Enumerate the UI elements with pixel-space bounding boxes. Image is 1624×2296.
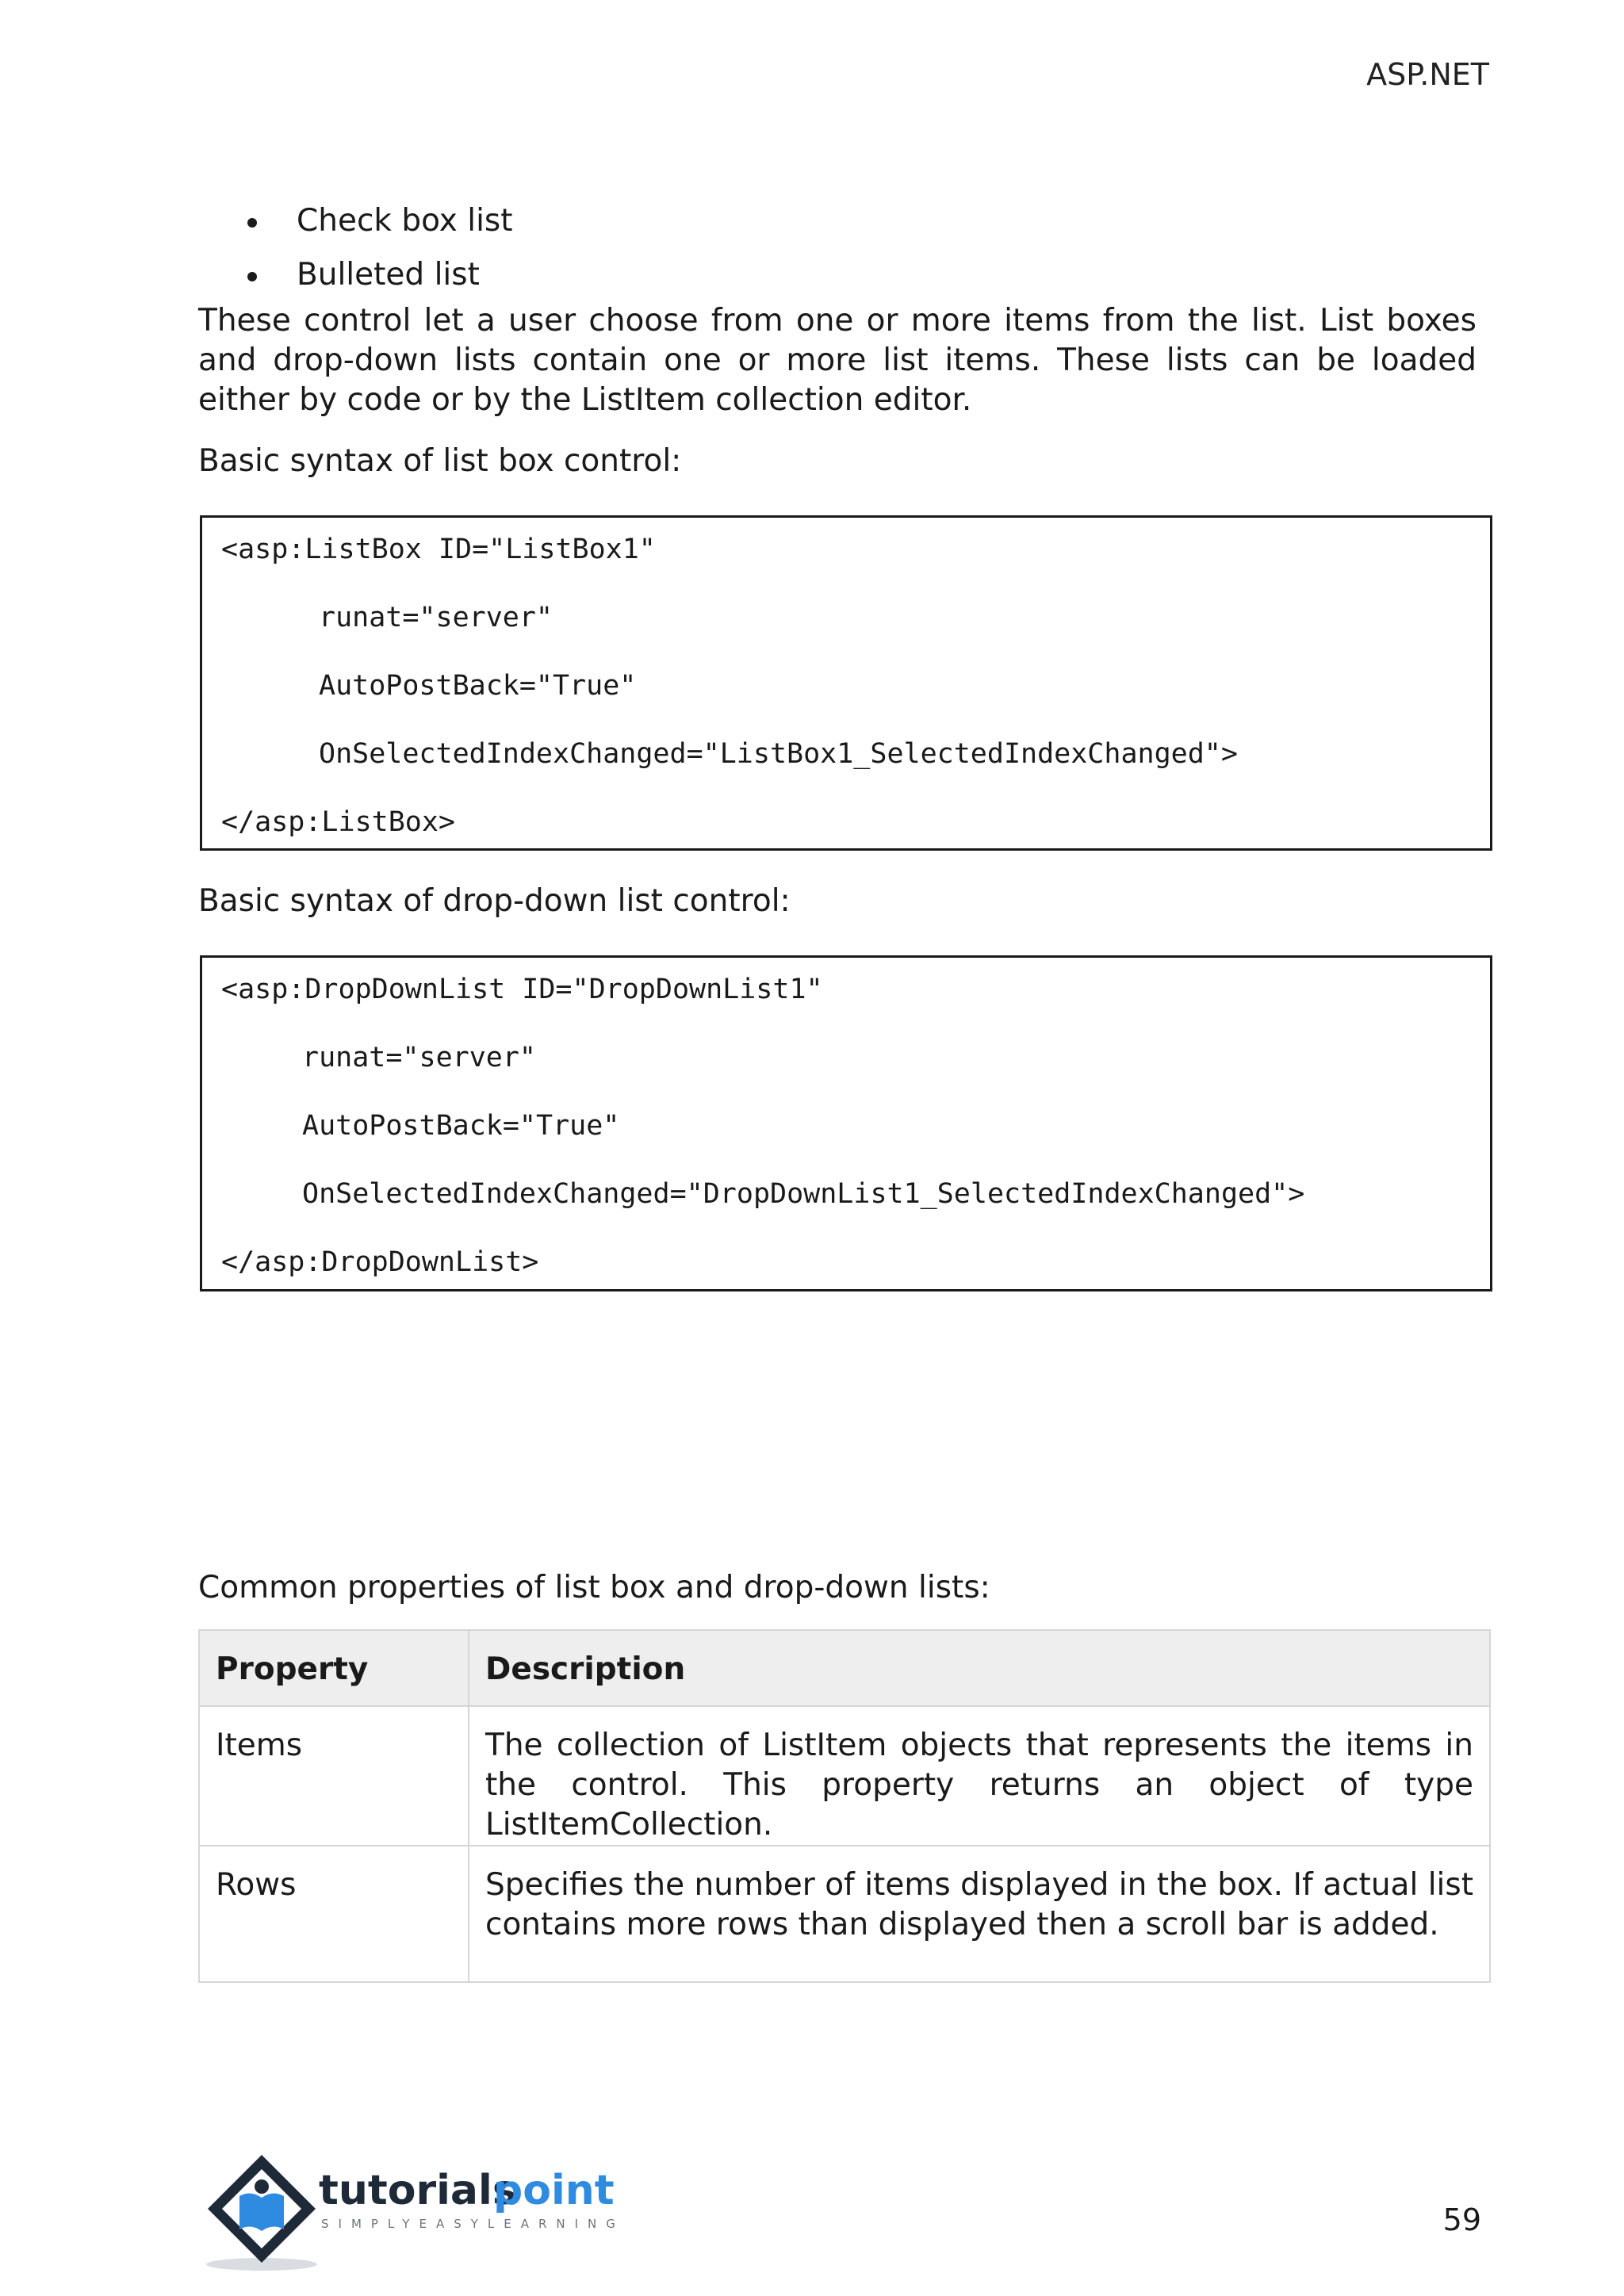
description-cell: Specifies the number of items displayed in the box. If actual list contains more rows than displayed then a scroll bar is added. [469, 1846, 1490, 1982]
code-line: runat="server" [319, 602, 553, 633]
logo-tagline: SIMPLYEASYLEARNING [321, 2217, 625, 2231]
code-line: OnSelectedIndexChanged="DropDownList1_SelectedIndexChanged"> [302, 1178, 1305, 1210]
table-header-row [199, 1630, 1490, 1706]
properties-table [198, 1629, 1491, 1983]
running-header: ASP.NET [1366, 57, 1489, 92]
code-line: </asp:DropDownList> [221, 1246, 539, 1278]
logo-text-point: point [493, 2167, 615, 2214]
code-line: runat="server" [302, 1042, 537, 1073]
description-cell: The collection of ListItem objects that represents the items in the control. This property returns an object of type ListItemCollection. [469, 1706, 1490, 1846]
table-row [199, 1846, 1490, 1982]
property-cell: Items [199, 1706, 469, 1846]
code-line: </asp:ListBox> [221, 806, 456, 838]
properties-heading: Common properties of list box and drop-down lists: [198, 1570, 990, 1605]
dropdown-code-block [200, 955, 1492, 1292]
table-row [199, 1706, 1490, 1846]
bullet-item: Check box list [198, 194, 513, 248]
tutorialspoint-logo [198, 2147, 626, 2274]
listbox-code-block [200, 515, 1492, 851]
bullet-list [198, 194, 513, 302]
column-header-property: Property [199, 1630, 469, 1706]
intro-paragraph: These control let a user choose from one or more items from the list. List boxes and drop-down lists contain one or more list items. These lists can be loaded either by code or by the ListItem collection editor. [198, 303, 1477, 418]
bullet-item: Bulleted list [198, 248, 513, 302]
logo-text-tutorials: tutorials [319, 2167, 517, 2214]
code-line: AutoPostBack="True" [319, 670, 637, 702]
logo-book-icon [239, 2193, 284, 2231]
code-line: <asp:ListBox ID="ListBox1" [221, 534, 656, 565]
dropdown-syntax-heading: Basic syntax of drop-down list control: [198, 883, 791, 919]
logo-person-head [255, 2179, 269, 2194]
page-number: 59 [1442, 2202, 1481, 2237]
column-header-description: Description [469, 1630, 1490, 1706]
code-line: <asp:DropDownList ID="DropDownList1" [221, 974, 823, 1005]
code-line: OnSelectedIndexChanged="ListBox1_SelectedIndexChanged"> [319, 738, 1238, 770]
listbox-syntax-heading: Basic syntax of list box control: [198, 443, 682, 479]
property-cell: Rows [199, 1846, 469, 1982]
code-line: AutoPostBack="True" [302, 1110, 620, 1142]
